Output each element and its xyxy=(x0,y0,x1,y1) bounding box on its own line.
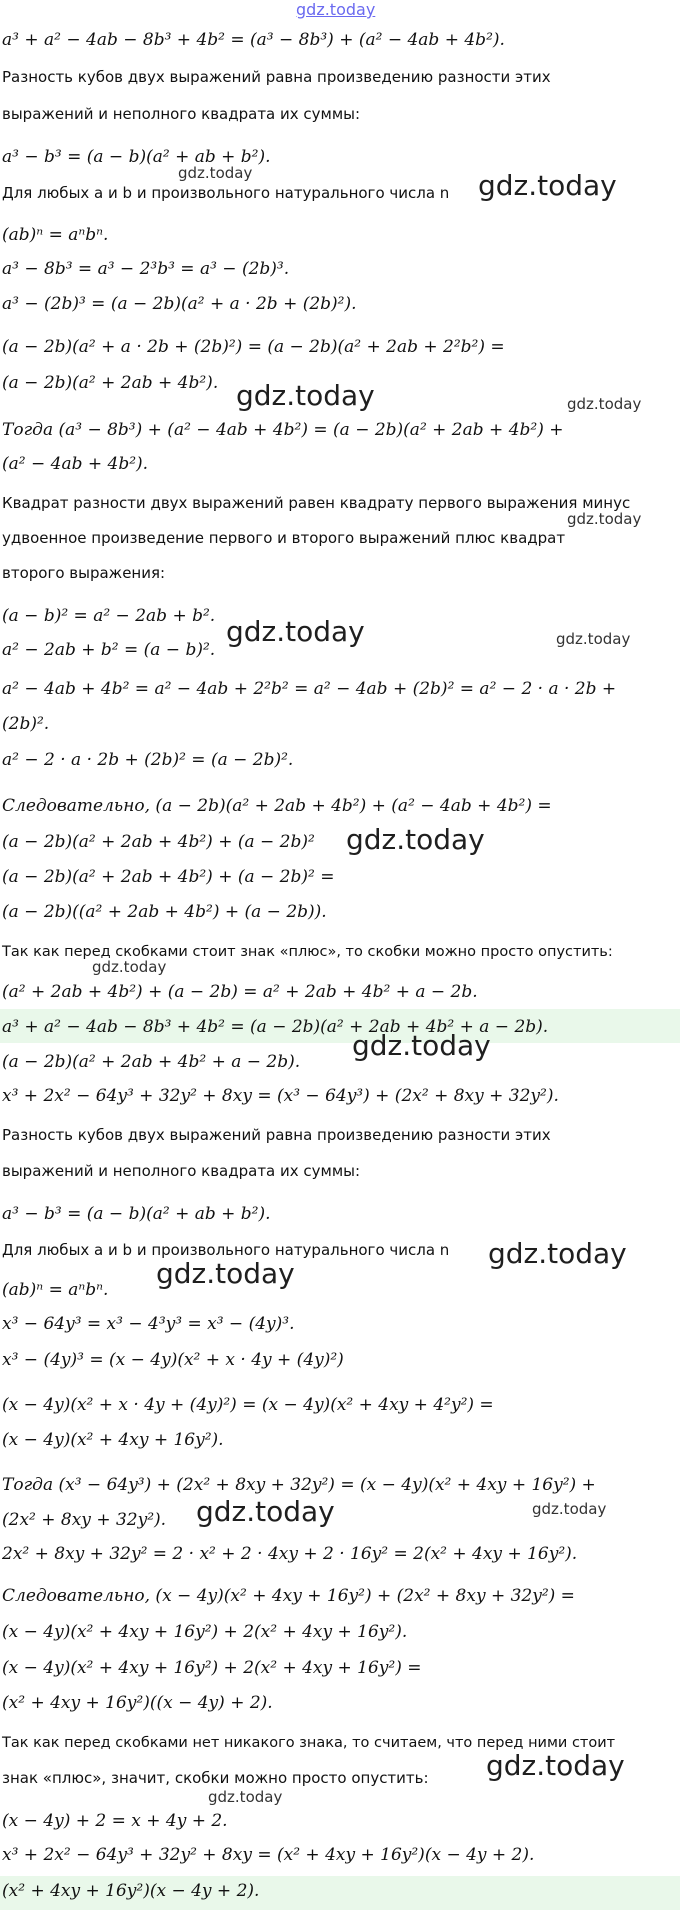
answer-line: (a − 2b)(a² + 2ab + 4b² + a − 2b). xyxy=(2,1052,301,1072)
equation-line: (a − 2b)(a² + a · 2b + (2b)²) = (a − 2b)(a² + 2ab + 2²b²) = xyxy=(2,337,505,357)
equation-line: x³ + 2x² − 64y³ + 32y² + 8xy = (x² + 4xy + 16y²)(x − 4y + 2). xyxy=(2,1845,535,1865)
watermark-text: gdz.today xyxy=(346,823,485,856)
equation-line: x³ − 64y³ = x³ − 4³y³ = x³ − (4y)³. xyxy=(2,1314,295,1334)
watermark-text: gdz.today xyxy=(156,1257,295,1290)
equation-line: a³ − (2b)³ = (a − 2b)(a² + a · 2b + (2b)²). xyxy=(2,294,357,314)
text-line: Квадрат разности двух выражений равен квадрату первого выражения минус xyxy=(2,494,631,512)
watermark-text: gdz.today xyxy=(567,395,642,413)
text-line: выражений и неполного квадрата их суммы: xyxy=(2,105,361,123)
text-line: Так как перед скобками нет никакого знака, то считаем, что перед ними стоит xyxy=(2,1735,616,1751)
equation-line: Следовательно, (x − 4y)(x² + 4xy + 16y²) + (2x² + 8xy + 32y²) = xyxy=(2,1586,575,1606)
equation-line: a² − 2ab + b² = (a − b)². xyxy=(2,640,216,660)
watermark-text: gdz.today xyxy=(488,1237,627,1270)
equation-line: (x − 4y)(x² + 4xy + 16y²) + 2(x² + 4xy + 16y²). xyxy=(2,1622,408,1642)
watermark-text: gdz.today xyxy=(236,379,375,412)
equation-line: a³ + a² − 4ab − 8b³ + 4b² = (a − 2b)(a² + 2ab + 4b² + a − 2b). xyxy=(2,1017,549,1037)
watermark-text: gdz.today xyxy=(208,1788,283,1806)
equation-line: Тогда (a³ − 8b³) + (a² − 4ab + 4b²) = (a − 2b)(a² + 2ab + 4b²) + xyxy=(2,420,564,440)
watermark-text: gdz.today xyxy=(486,1749,625,1782)
watermark-text: gdz.today xyxy=(92,958,167,976)
equation-line: (a − b)² = a² − 2ab + b². xyxy=(2,606,216,626)
site-watermark-link[interactable]: gdz.today xyxy=(296,0,376,19)
equation-line: (a − 2b)(a² + 2ab + 4b²) + (a − 2b)² xyxy=(2,832,315,852)
equation-line: a³ + a² − 4ab − 8b³ + 4b² = (a³ − 8b³) + (a² − 4ab + 4b²). xyxy=(2,30,505,50)
text-line: знак «плюс», значит, скобки можно просто опустить: xyxy=(2,1769,429,1787)
equation-line: a² − 2 · a · 2b + (2b)² = (a − 2b)². xyxy=(2,750,294,770)
watermark-text: gdz.today xyxy=(556,630,631,648)
equation-line: (x − 4y)(x² + 4xy + 16y²) + 2(x² + 4xy + 16y²) = xyxy=(2,1658,422,1678)
equation-line: (x − 4y) + 2 = x + 4y + 2. xyxy=(2,1811,228,1831)
equation-line: 2x² + 8xy + 32y² = 2 · x² + 2 · 4xy + 2 · 16y² = 2(x² + 4xy + 16y²). xyxy=(2,1544,578,1564)
equation-line: a² − 4ab + 4b² = a² − 4ab + 2²b² = a² − 4ab + (2b)² = a² − 2 · a · 2b + xyxy=(2,679,617,699)
equation-line: (x² + 4xy + 16y²)((x − 4y) + 2). xyxy=(2,1693,273,1713)
equation-line: x³ + 2x² − 64y³ + 32y² + 8xy = (x³ − 64y³) + (2x² + 8xy + 32y²). xyxy=(2,1086,559,1106)
watermark-text: gdz.today xyxy=(567,510,642,528)
equation-line: a³ − b³ = (a − b)(a² + ab + b²). xyxy=(2,147,271,167)
equation-line: (x − 4y)(x² + x · 4y + (4y)²) = (x − 4y)(x² + 4xy + 4²y²) = xyxy=(2,1395,494,1415)
text-line: Разность кубов двух выражений равна произведению разности этих xyxy=(2,1126,551,1144)
text-line: Так как перед скобками стоит знак «плюс», то скобки можно просто опустить: xyxy=(2,944,613,960)
equation-line: Следовательно, (a − 2b)(a² + 2ab + 4b²) + (a² − 4ab + 4b²) = xyxy=(2,796,552,816)
watermark-text: gdz.today xyxy=(178,164,253,182)
equation-line: Тогда (x³ − 64y³) + (2x² + 8xy + 32y²) = (x − 4y)(x² + 4xy + 16y²) + xyxy=(2,1475,596,1495)
watermark-text: gdz.today xyxy=(196,1495,335,1528)
watermark-text: gdz.today xyxy=(478,169,617,202)
text-line: Для любых a и b и произвольного натурального числа n xyxy=(2,184,450,202)
equation-line: (a² − 4ab + 4b²). xyxy=(2,454,149,474)
equation-line: (a − 2b)((a² + 2ab + 4b²) + (a − 2b)). xyxy=(2,902,327,922)
text-line: Для любых a и b и произвольного натурального числа n xyxy=(2,1241,450,1259)
watermark-text: gdz.today xyxy=(352,1029,491,1062)
equation-line: (a − 2b)(a² + 2ab + 4b²) + (a − 2b)² = xyxy=(2,867,335,887)
equation-line: (ab)ⁿ = aⁿbⁿ. xyxy=(2,225,109,245)
answer-line: (x² + 4xy + 16y²)(x − 4y + 2). xyxy=(2,1881,260,1901)
equation-line: (x − 4y)(x² + 4xy + 16y²). xyxy=(2,1430,224,1450)
text-line: второго выражения: xyxy=(2,564,166,582)
equation-line: (2b)². xyxy=(2,714,50,734)
watermark-text: gdz.today xyxy=(532,1500,607,1518)
equation-line: (2x² + 8xy + 32y²). xyxy=(2,1510,167,1530)
equation-line: (a² + 2ab + 4b²) + (a − 2b) = a² + 2ab + 4b² + a − 2b. xyxy=(2,982,478,1002)
equation-line: a³ − b³ = (a − b)(a² + ab + b²). xyxy=(2,1204,271,1224)
watermark-text: gdz.today xyxy=(226,615,365,648)
equation-line: (a − 2b)(a² + 2ab + 4b²). xyxy=(2,373,219,393)
equation-line: x³ − (4y)³ = (x − 4y)(x² + x · 4y + (4y)²) xyxy=(2,1350,344,1370)
text-line: выражений и неполного квадрата их суммы: xyxy=(2,1162,361,1180)
text-line: удвоенное произведение первого и второго выражений плюс квадрат xyxy=(2,529,566,547)
equation-line: (ab)ⁿ = aⁿbⁿ. xyxy=(2,1280,109,1300)
text-line: Разность кубов двух выражений равна произведению разности этих xyxy=(2,68,551,86)
equation-line: a³ − 8b³ = a³ − 2³b³ = a³ − (2b)³. xyxy=(2,259,290,279)
